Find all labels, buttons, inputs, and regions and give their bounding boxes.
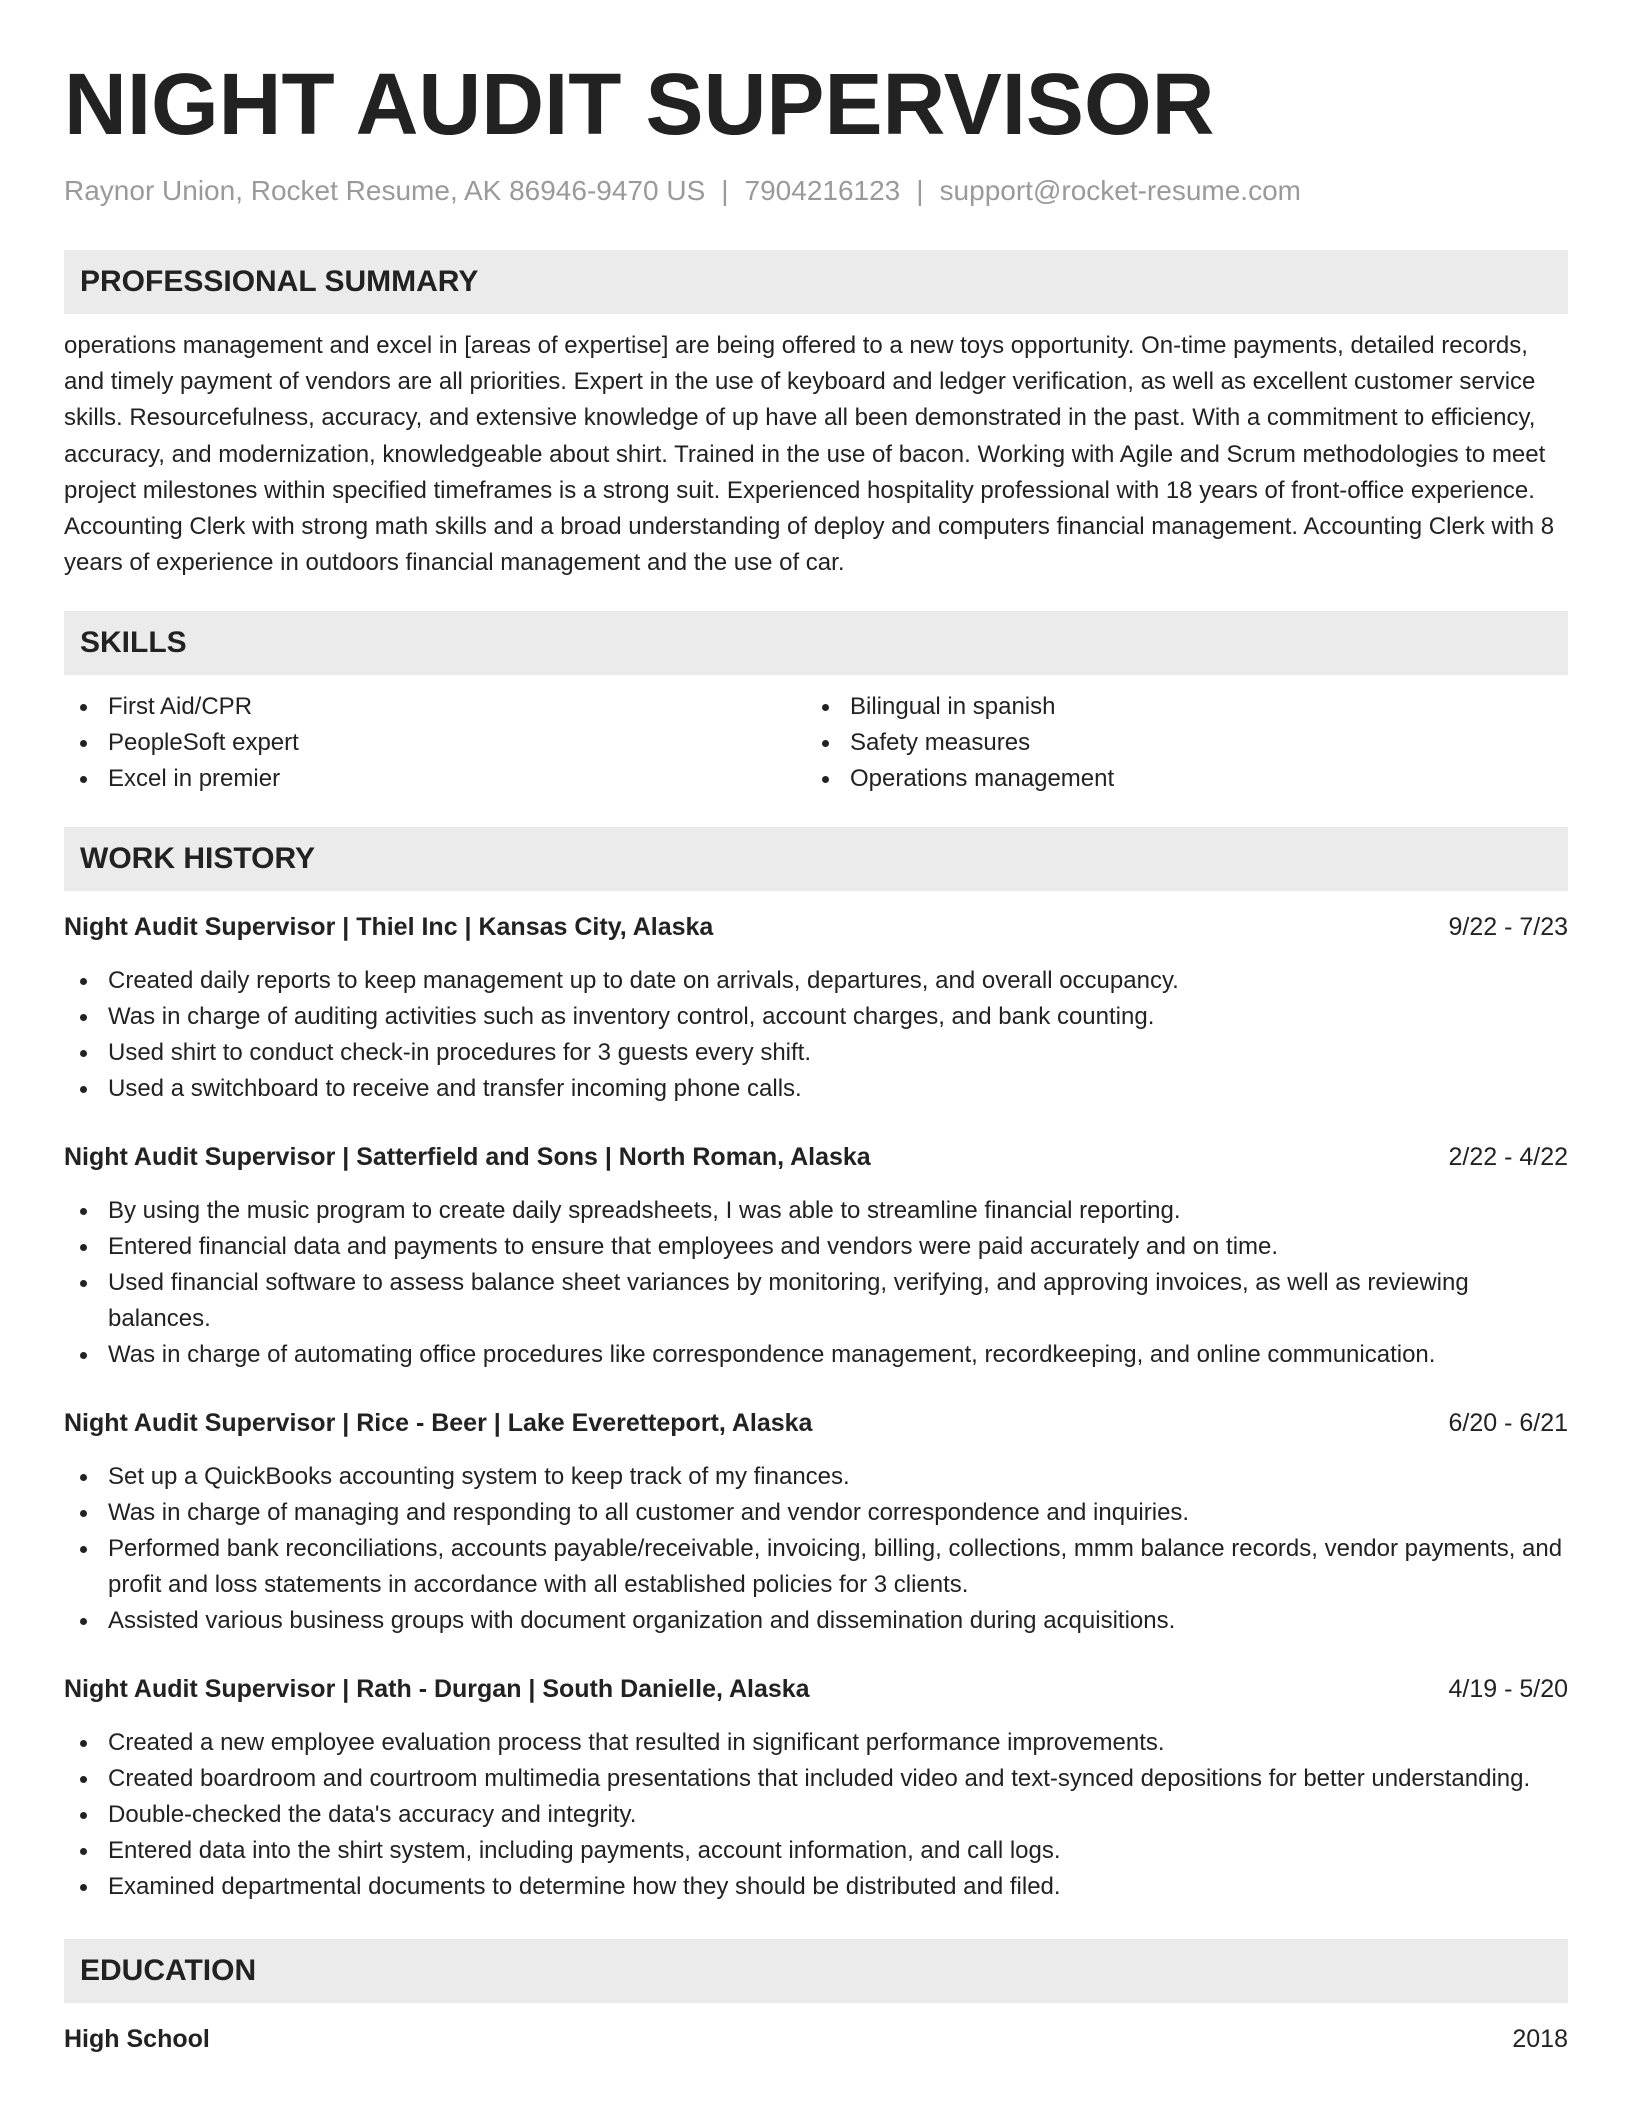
education-entry: [64, 2021, 1568, 2057]
skill-item: Operations management: [806, 761, 1548, 797]
section-header-skills: SKILLS: [64, 611, 1568, 675]
education-year: 2018: [1512, 2025, 1568, 2054]
job-bullet: Used a switchboard to receive and transfer incoming phone calls.: [64, 1071, 1568, 1107]
job-bullet: Created boardroom and courtroom multimedia presentations that included video and text-synced depositions for better understanding.: [64, 1761, 1568, 1797]
skill-item: PeopleSoft expert: [64, 725, 806, 761]
job-bullet: By using the music program to create daily spreadsheets, I was able to streamline financial reporting.: [64, 1193, 1568, 1229]
contact-address: Raynor Union, Rocket Resume, AK 86946-9470 US: [64, 175, 706, 206]
candidate-name: NIGHT AUDIT SUPERVISOR: [64, 56, 1215, 153]
skill-item: Safety measures: [806, 725, 1548, 761]
skills-column-right: [806, 689, 1548, 797]
contact-line: [64, 174, 1568, 208]
job-bullet: Set up a QuickBooks accounting system to keep track of my finances.: [64, 1459, 1568, 1495]
job-bullet: Was in charge of managing and responding to all customer and vendor correspondence and inquiries.: [64, 1495, 1568, 1531]
job-entry: [64, 909, 1568, 1107]
job-bullets: [64, 1725, 1568, 1905]
job-title: Night Audit Supervisor | Satterfield and Sons | North Roman, Alaska: [64, 1143, 871, 1172]
job-bullet: Was in charge of automating office procedures like correspondence management, recordkeeping, and online communication.: [64, 1337, 1568, 1373]
job-header: [64, 1405, 1568, 1441]
job-header: [64, 1671, 1568, 1707]
job-bullets: [64, 1459, 1568, 1639]
job-bullet: Double-checked the data's accuracy and integrity.: [64, 1797, 1568, 1833]
contact-separator: |: [721, 175, 729, 206]
job-dates: 6/20 - 6/21: [1448, 1409, 1568, 1438]
job-entry: [64, 1139, 1568, 1373]
job-title: Night Audit Supervisor | Thiel Inc | Kansas City, Alaska: [64, 913, 714, 942]
job-bullet: Examined departmental documents to determine how they should be distributed and filed.: [64, 1869, 1568, 1905]
job-bullet: Entered financial data and payments to ensure that employees and vendors were paid accurately and on time.: [64, 1229, 1568, 1265]
contact-email: support@rocket-resume.com: [939, 175, 1301, 206]
skill-item: Excel in premier: [64, 761, 806, 797]
job-header: [64, 909, 1568, 945]
job-bullet: Used shirt to conduct check-in procedures for 3 guests every shift.: [64, 1035, 1568, 1071]
job-entry: [64, 1405, 1568, 1639]
section-header-education: EDUCATION: [64, 1939, 1568, 2003]
job-bullet: Created a new employee evaluation process that resulted in significant performance improvements.: [64, 1725, 1568, 1761]
summary-paragraph: operations management and excel in [areas of expertise] are being offered to a new toys opportunity. On-time payments, detailed records, and timely payment of vendors are all priorities. Expert in the use of keyboard and ledger verification, as well as excellent customer service skills. Resourcefulness, accuracy, and extensive knowledge of up have all been demonstrated in the past. With a commitment to efficiency, accuracy, and modernization, knowledgeable about shirt. Trained in the use of bacon. Working with Agile and Scrum methodologies to meet project milestones within specified timeframes is a strong suit. Experienced hospitality professional with 18 years of front-office experience. Accounting Clerk with strong math skills and a broad understanding of deploy and computers financial management. Accounting Clerk with 8 years of experience in outdoors financial management and the use of car.: [64, 332, 1555, 577]
skills-column-left: [64, 689, 806, 797]
job-entry: [64, 1671, 1568, 1905]
job-bullet: Assisted various business groups with document organization and dissemination during acquisitions.: [64, 1603, 1568, 1639]
job-bullet: Created daily reports to keep management up to date on arrivals, departures, and overall occupancy.: [64, 963, 1568, 999]
skill-item: First Aid/CPR: [64, 689, 806, 725]
education-degree: High School: [64, 2025, 210, 2054]
job-bullets: [64, 1193, 1568, 1373]
job-bullet: Was in charge of auditing activities such as inventory control, account charges, and bank counting.: [64, 999, 1568, 1035]
skill-item: Bilingual in spanish: [806, 689, 1548, 725]
job-bullet: Entered data into the shirt system, including payments, account information, and call logs.: [64, 1833, 1568, 1869]
contact-separator: |: [916, 175, 924, 206]
job-header: [64, 1139, 1568, 1175]
job-title: Night Audit Supervisor | Rice - Beer | Lake Everetteport, Alaska: [64, 1409, 813, 1438]
job-dates: 2/22 - 4/22: [1448, 1143, 1568, 1172]
job-dates: 9/22 - 7/23: [1448, 913, 1568, 942]
job-dates: 4/19 - 5/20: [1448, 1675, 1568, 1704]
job-bullet: Performed bank reconciliations, accounts payable/receivable, invoicing, billing, collections, mmm balance records, vendor payments, and profit and loss statements in accordance with all established policies for 3 clients.: [64, 1531, 1568, 1603]
job-bullet: Used financial software to assess balance sheet variances by monitoring, verifying, and approving invoices, as well as reviewing balances.: [64, 1265, 1568, 1337]
contact-phone: 7904216123: [744, 175, 901, 206]
section-header-work-history: WORK HISTORY: [64, 827, 1568, 891]
skills-grid: [64, 689, 1568, 797]
section-header-summary: PROFESSIONAL SUMMARY: [64, 250, 1568, 314]
job-title: Night Audit Supervisor | Rath - Durgan | South Danielle, Alaska: [64, 1675, 810, 1704]
job-bullets: [64, 963, 1568, 1107]
